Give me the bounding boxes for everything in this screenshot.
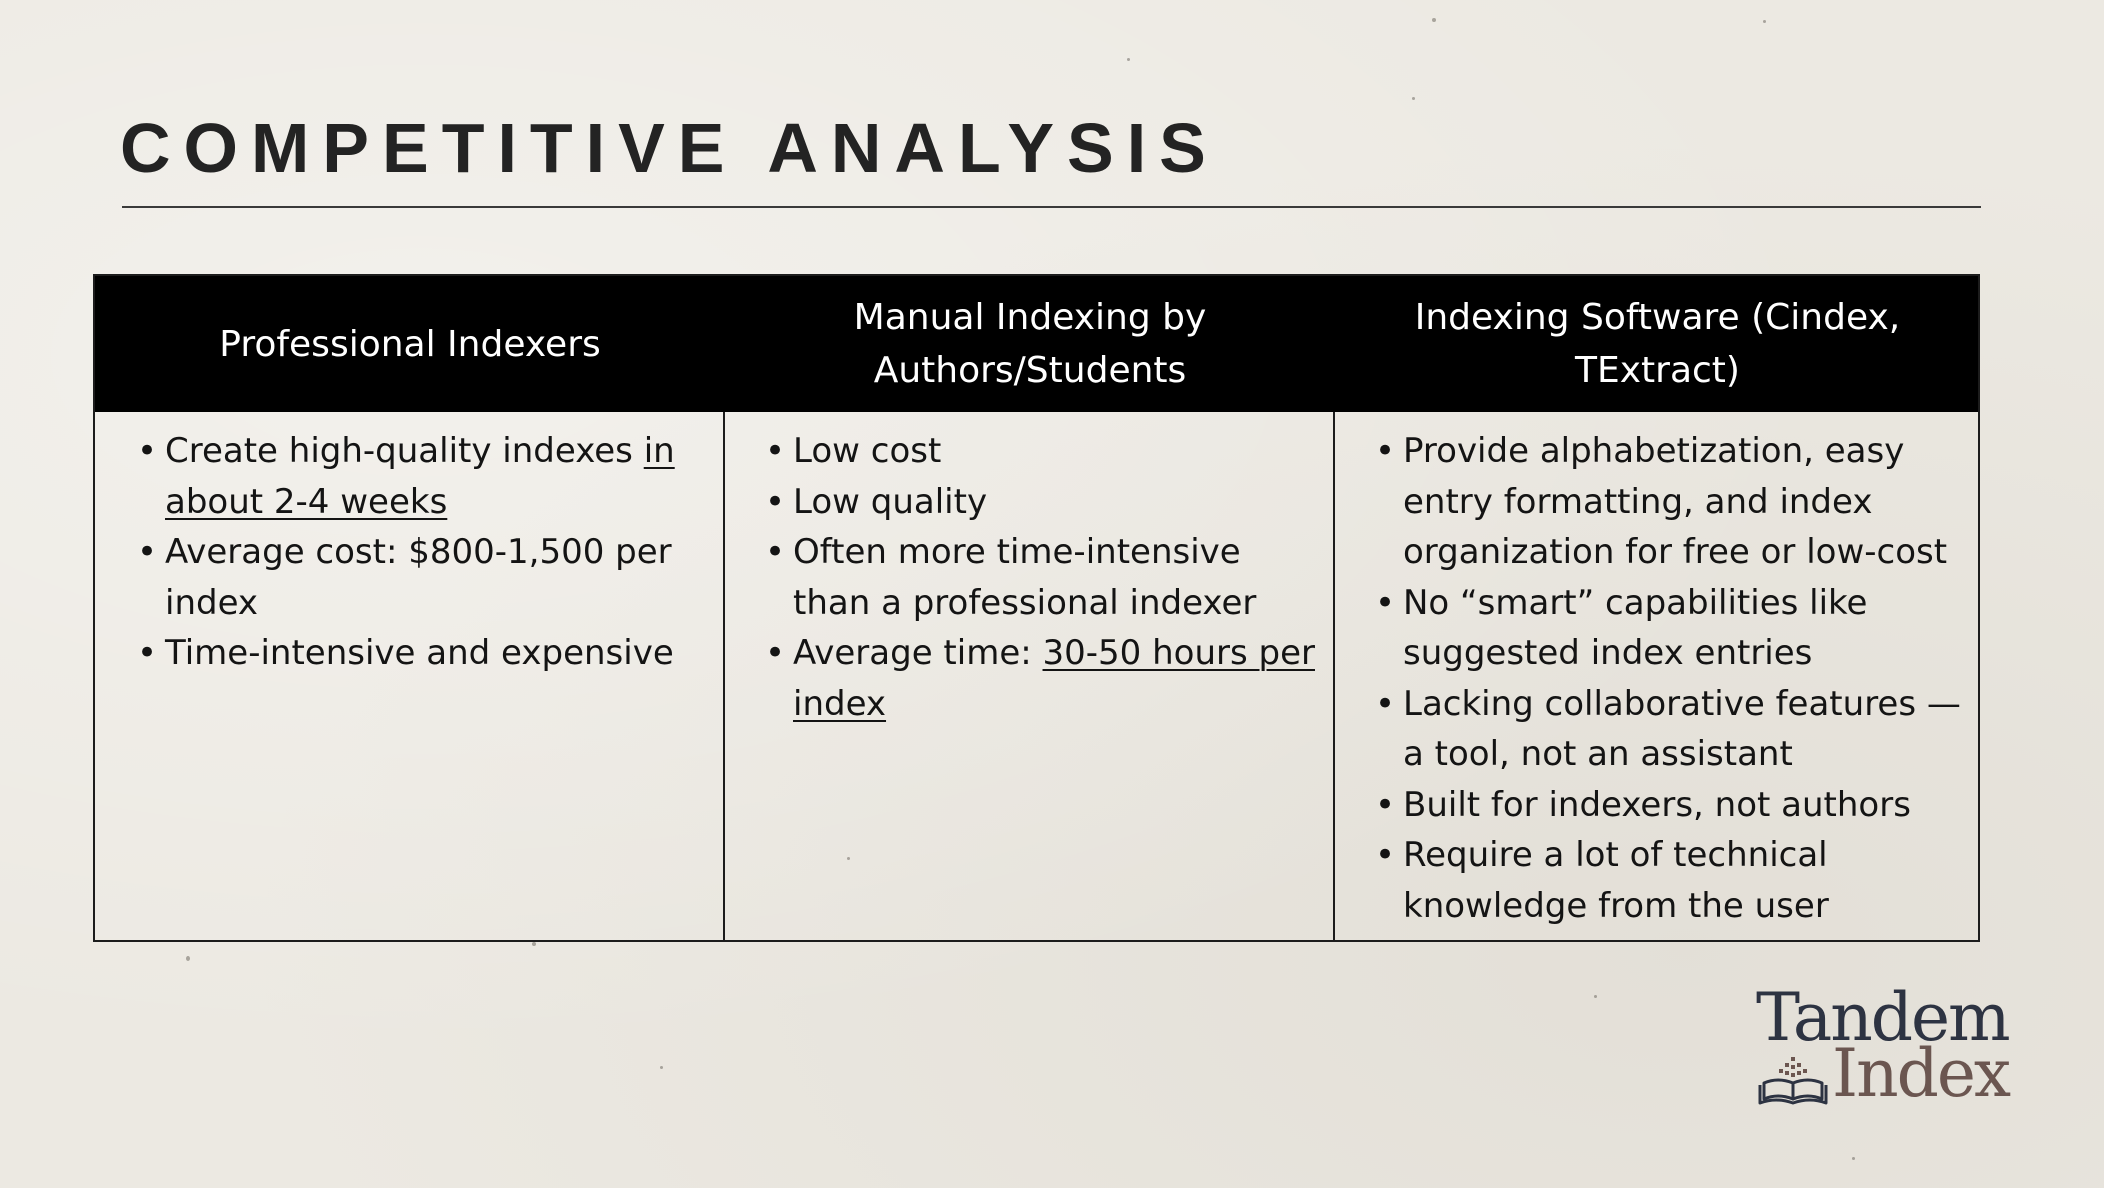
bullet-text: Average time:: [793, 633, 1043, 673]
logo-word-tandem: Tandem: [1756, 979, 2009, 1056]
bullet-dot-icon: •: [1375, 683, 1396, 724]
bullet-text: Often more time-intensive than a professional indexer: [793, 532, 1257, 623]
bullet-item: [137, 628, 697, 679]
page-title: COMPETITIVE ANALYSIS: [120, 109, 1219, 187]
column-body-indexing-software: [1375, 412, 1965, 931]
bullet-item: [1375, 780, 1965, 831]
bullet-dot-icon: •: [1375, 784, 1396, 825]
bullet-item: [137, 426, 697, 527]
column-header-indexing-software: Indexing Software (Cindex, TExtract): [1414, 297, 1901, 391]
bullet-text: Require a lot of technical knowledge from the user: [1403, 835, 1829, 926]
bullet-text: Time-intensive and expensive: [165, 633, 674, 673]
open-book-icon: [1756, 1055, 1830, 1107]
bullet-dot-icon: •: [1375, 431, 1396, 471]
bullet-text: Low quality: [793, 481, 988, 522]
bullet-item: [765, 527, 1320, 628]
bullet-item: [1375, 426, 1965, 578]
bullet-list: [1375, 426, 1965, 931]
paper-speck: [186, 956, 190, 961]
underlined-text: 30-50 hours per index: [793, 633, 1315, 724]
column-header-professional-indexers: Professional Indexers: [219, 323, 601, 365]
paper-speck: [1852, 1157, 1855, 1160]
bullet-dot-icon: •: [1375, 582, 1396, 623]
column-divider: [1333, 412, 1335, 940]
bullet-dot-icon: •: [137, 431, 158, 471]
underlined-text: in about 2-4 weeks: [165, 431, 675, 522]
bullet-text: Provide alphabetization, easy entry formatting, and index organization for free or low-cost: [1403, 431, 1948, 572]
bullet-list: [137, 426, 697, 679]
column-body-manual-indexing: [765, 412, 1320, 729]
bullet-item: [1375, 679, 1965, 780]
bullet-list: [765, 426, 1320, 729]
tandem-index-logo: [1756, 979, 2026, 1115]
bullet-text: Low cost: [793, 431, 942, 471]
column-body-professional-indexers: [137, 412, 697, 679]
bullet-text: Built for indexers, not authors: [1403, 784, 1911, 825]
paper-speck: [1594, 995, 1597, 998]
table-header-row: [95, 276, 1978, 412]
bullet-item: [137, 527, 697, 628]
paper-speck: [1763, 20, 1766, 23]
bullet-dot-icon: •: [765, 633, 786, 673]
paper-speck: [1412, 97, 1415, 100]
column-divider: [723, 412, 725, 940]
paper-speck: [660, 1066, 663, 1069]
bullet-item: [1375, 830, 1965, 931]
paper-speck: [1127, 58, 1130, 61]
bullet-text: Create high-quality indexes: [165, 431, 644, 471]
paper-speck: [1432, 18, 1436, 22]
bullet-text: Average cost: $800-1,500 per index: [165, 532, 672, 623]
paper-speck: [532, 942, 536, 946]
column-header-manual-indexing: Manual Indexing by Authors/Students: [853, 297, 1207, 391]
bullet-item: [1375, 578, 1965, 679]
bullet-text: No “smart” capabilities like suggested index entries: [1403, 582, 1868, 673]
bullet-item: [765, 477, 1320, 528]
title-divider: [122, 206, 1981, 208]
bullet-dot-icon: •: [137, 633, 158, 673]
bullet-item: [765, 628, 1320, 729]
bullet-dot-icon: •: [765, 481, 786, 522]
bullet-item: [765, 426, 1320, 477]
bullet-text: Lacking collaborative features — a tool, not an assistant: [1403, 683, 1961, 774]
bullet-dot-icon: •: [765, 532, 786, 572]
bullet-dot-icon: •: [765, 431, 786, 471]
logo-word-index: Index: [1832, 1035, 2010, 1112]
bullet-dot-icon: •: [137, 532, 158, 572]
bullet-dot-icon: •: [1375, 835, 1396, 875]
comparison-table: [93, 274, 1980, 942]
